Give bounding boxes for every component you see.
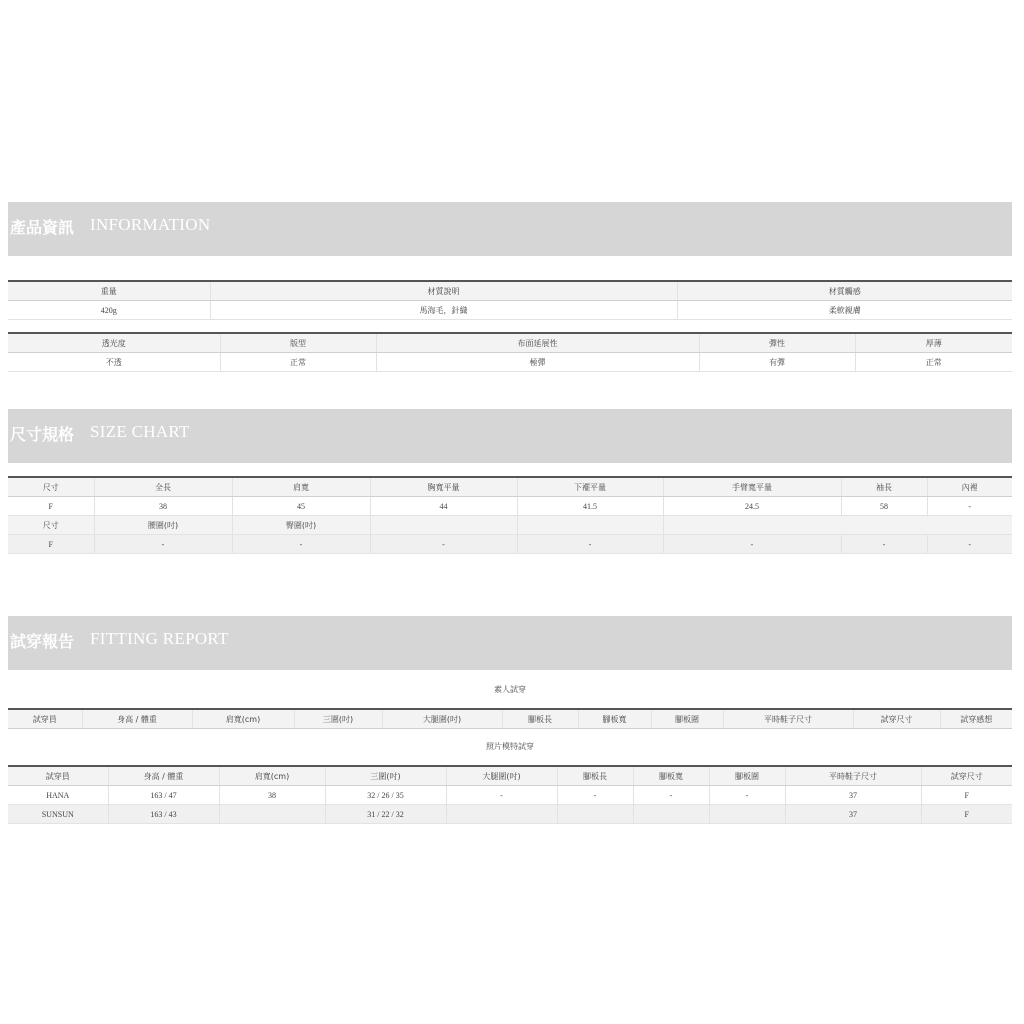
header-material: 材質說明 — [210, 281, 677, 301]
model-row-sunsun — [8, 805, 1012, 824]
size-header-hip: 臀圍(吋) — [232, 516, 370, 535]
material-header-row — [8, 281, 1012, 301]
size-header-size-2: 尺寸 — [8, 516, 94, 535]
value-thickness: 正常 — [855, 353, 1012, 372]
amateur-header-foot-girth: 腳板圍 — [651, 709, 723, 729]
value-texture: 柔軟親膚 — [677, 301, 1012, 320]
fitting-report-banner — [8, 616, 1012, 670]
model-height-weight: 163 / 47 — [108, 786, 219, 805]
model-header-row — [8, 766, 1012, 786]
model-foot-width: - — [633, 786, 709, 805]
model-header-shoe-size: 平時鞋子尺寸 — [785, 766, 921, 786]
model-height-weight: 163 / 43 — [108, 805, 219, 824]
model-header-measurements: 三圍(吋) — [325, 766, 446, 786]
value-material: 馬海毛，針織 — [210, 301, 677, 320]
size-chart-title-zh: 尺寸規格 — [10, 425, 75, 444]
model-foot-width — [633, 805, 709, 824]
size-chart-title-en: SIZE CHART — [90, 422, 190, 441]
model-header-foot-width: 腳板寬 — [633, 766, 709, 786]
value-elasticity: 有彈 — [699, 353, 855, 372]
model-foot-length: - — [557, 786, 633, 805]
amateur-header-thigh: 大腿圍(吋) — [382, 709, 502, 729]
size-header-chest: 胸寬平量 — [370, 477, 517, 497]
model-fitting-title: 照片模特試穿 — [486, 742, 534, 751]
size-header-arm: 手臂寬平量 — [663, 477, 841, 497]
material-table — [8, 280, 1012, 320]
size-table — [8, 476, 1012, 554]
model-header-tester: 試穿員 — [8, 766, 108, 786]
information-title-en: INFORMATION — [90, 215, 211, 234]
size-empty-value: - — [517, 535, 663, 554]
model-row-hana — [8, 786, 1012, 805]
size-header-length: 全長 — [94, 477, 232, 497]
size-header-row — [8, 477, 1012, 497]
size-lining-value: - — [927, 497, 1012, 516]
amateur-header-shoulder: 肩寬(cm) — [192, 709, 294, 729]
model-foot-girth — [709, 805, 785, 824]
amateur-header-row — [8, 709, 1012, 729]
size-hem-value: 41.5 — [517, 497, 663, 516]
size-empty-value: - — [927, 535, 1012, 554]
fabric-table — [8, 332, 1012, 372]
size-empty-value: - — [663, 535, 841, 554]
model-header-height-weight: 身高 / 體重 — [108, 766, 219, 786]
size-header-row-2 — [8, 516, 1012, 535]
size-row-f-2 — [8, 535, 1012, 554]
model-foot-length — [557, 805, 633, 824]
header-fit: 版型 — [220, 333, 376, 353]
model-name: HANA — [8, 786, 108, 805]
amateur-header-foot-length: 腳板長 — [502, 709, 578, 729]
size-chest-value: 44 — [370, 497, 517, 516]
header-opacity: 透光度 — [8, 333, 220, 353]
value-stretch: 極彈 — [376, 353, 699, 372]
model-header-shoulder: 肩寬(cm) — [219, 766, 325, 786]
size-header-hem: 下襬平量 — [517, 477, 663, 497]
empty-cell — [370, 516, 517, 535]
amateur-header-height-weight: 身高 / 體重 — [82, 709, 192, 729]
model-shoe-size: 37 — [785, 805, 921, 824]
empty-cell — [841, 516, 927, 535]
amateur-header-measurements: 三圍(吋) — [294, 709, 382, 729]
size-chart-banner — [8, 409, 1012, 463]
information-banner — [8, 202, 1012, 256]
header-weight: 重量 — [8, 281, 210, 301]
model-header-fit-size: 試穿尺寸 — [921, 766, 1012, 786]
fabric-value-row — [8, 353, 1012, 372]
value-fit: 正常 — [220, 353, 376, 372]
size-header-waist: 腰圍(吋) — [94, 516, 232, 535]
information-title-zh: 產品資訊 — [10, 218, 75, 237]
fitting-report-title-zh: 試穿報告 — [10, 632, 75, 651]
empty-cell — [663, 516, 841, 535]
amateur-header-shoe-size: 平時鞋子尺寸 — [723, 709, 853, 729]
empty-cell — [517, 516, 663, 535]
header-texture: 材質觸感 — [677, 281, 1012, 301]
model-fitting-table — [8, 765, 1012, 824]
fitting-report-title-en: FITTING REPORT — [90, 629, 229, 648]
size-header-sleeve: 袖長 — [841, 477, 927, 497]
size-header-lining: 內裡 — [927, 477, 1012, 497]
model-shoe-size: 37 — [785, 786, 921, 805]
size-hip-value: - — [232, 535, 370, 554]
value-weight: 420g — [8, 301, 210, 320]
size-sleeve-value: 58 — [841, 497, 927, 516]
fabric-header-row — [8, 333, 1012, 353]
model-thigh — [446, 805, 557, 824]
model-measurements: 32 / 26 / 35 — [325, 786, 446, 805]
amateur-header-feedback: 試穿感想 — [940, 709, 1012, 729]
model-shoulder: 38 — [219, 786, 325, 805]
model-foot-girth: - — [709, 786, 785, 805]
size-length-value: 38 — [94, 497, 232, 516]
amateur-header-tester: 試穿員 — [8, 709, 82, 729]
empty-cell — [927, 516, 1012, 535]
size-row-f — [8, 497, 1012, 516]
model-header-foot-length: 腳板長 — [557, 766, 633, 786]
amateur-header-fit-size: 試穿尺寸 — [853, 709, 940, 729]
model-header-thigh: 大腿圍(吋) — [446, 766, 557, 786]
size-shoulder-value: 45 — [232, 497, 370, 516]
header-elasticity: 彈性 — [699, 333, 855, 353]
size-empty-value: - — [841, 535, 927, 554]
size-waist-value: - — [94, 535, 232, 554]
model-fit-size: F — [921, 786, 1012, 805]
size-header-size: 尺寸 — [8, 477, 94, 497]
size-f: F — [8, 497, 94, 516]
size-empty-value: - — [370, 535, 517, 554]
amateur-fitting-table — [8, 708, 1012, 729]
model-header-foot-girth: 腳板圍 — [709, 766, 785, 786]
model-fit-size: F — [921, 805, 1012, 824]
material-value-row — [8, 301, 1012, 320]
header-stretch: 布面延展性 — [376, 333, 699, 353]
size-header-shoulder: 肩寬 — [232, 477, 370, 497]
amateur-fitting-title: 素人試穿 — [494, 685, 526, 694]
header-thickness: 厚薄 — [855, 333, 1012, 353]
value-opacity: 不透 — [8, 353, 220, 372]
model-name: SUNSUN — [8, 805, 108, 824]
size-arm-value: 24.5 — [663, 497, 841, 516]
amateur-header-foot-width: 腳板寬 — [578, 709, 651, 729]
model-shoulder — [219, 805, 325, 824]
model-thigh: - — [446, 786, 557, 805]
model-measurements: 31 / 22 / 32 — [325, 805, 446, 824]
size-f-2: F — [8, 535, 94, 554]
